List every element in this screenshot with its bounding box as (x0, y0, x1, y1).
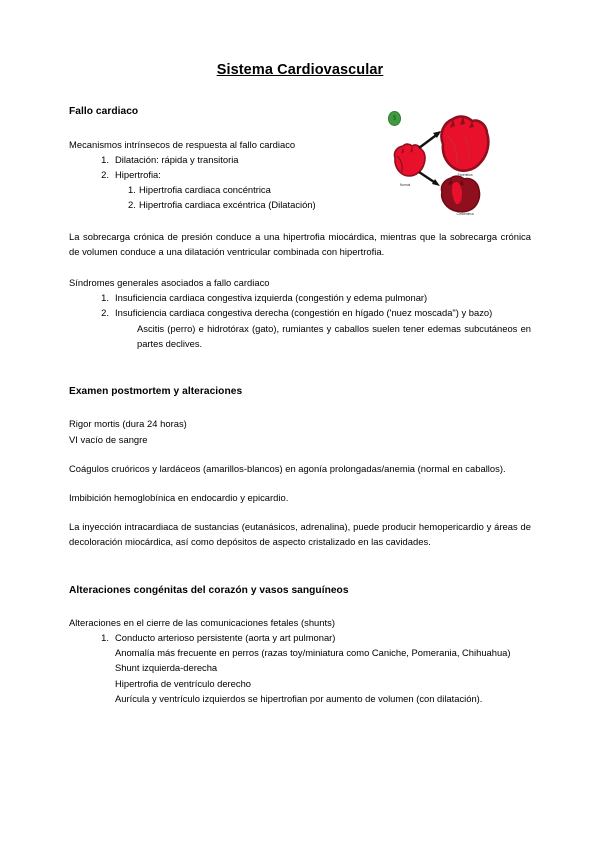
figure-label-normal: Normal (399, 183, 411, 187)
paragraph-imbibicion: Imbibición hemoglobínica en endocardio y epicardio. (69, 491, 289, 503)
paragraph-ascitis-note: Ascitis (perro) e hidrotórax (gato), rumiantes y caballos suelen tener edemas subcutáneos en partes declives. (137, 322, 531, 349)
text-vi-vacio: VI vacío de sangre (69, 433, 148, 445)
figure-label-concentric: Concéntrica (456, 212, 474, 216)
heart-hypertrophy-diagram (383, 106, 495, 218)
heading-fallo-cardiaco: Fallo cardiaco (69, 106, 139, 118)
list-item-label: Hipertrofia cardiaca concéntrica (139, 184, 271, 196)
page-title: Sistema Cardiovascular (216, 62, 384, 78)
paragraph-shunts-intro: Alteraciones en el cierre de las comunicaciones fetales (shunts) (69, 616, 335, 628)
list-item (115, 290, 531, 305)
note-auricula-ventriculo: Aurícula y ventrículo izquierdos se hipertrofian por aumento de volumen (con dilatación). (115, 692, 483, 704)
list-item-label: Hipertrofia: (115, 169, 161, 181)
eccentric-heart-shape (441, 116, 488, 171)
heading-alteraciones-congenitas: Alteraciones congénitas del corazón y vasos sanguíneos (69, 584, 349, 596)
list-sindromes (69, 290, 531, 351)
note-hipertrofia-vd: Hipertrofia de ventrículo derecho (115, 677, 252, 689)
list-item (115, 630, 531, 706)
note-shunt-direccion: Shunt izquierda-derecha (115, 662, 218, 674)
paragraph-sindromes-intro: Síndromes generales asociados a fallo cardiaco (69, 277, 270, 289)
normal-heart-shape (394, 144, 425, 176)
paragraph-sobrecarga: La sobrecarga crónica de presión conduce a una hipertrofia miocárdica, mientras que la sobrecarga crónica de volumen conduce a una dilatación ventricular combinada con hipertrofia. (69, 230, 531, 257)
concentric-heart-shape (441, 176, 479, 212)
list-item-label: Insuficiencia cardiaca congestiva izquierda (congestión y edema pulmonar) (115, 292, 428, 304)
list-item-label: Conducto arterioso persistente (aorta y art pulmonar) (115, 632, 336, 643)
list-item-label: Dilatación: rápida y transitoria (115, 153, 239, 165)
list-item-label: Hipertrofia cardiaca excéntrica (Dilatación) (139, 199, 316, 211)
note-anomalia-frecuente: Anomalía más frecuente en perros (razas toy/miniatura como Caniche, Pomerania, Chihuahua) (115, 647, 511, 659)
list-alteraciones (69, 630, 531, 706)
paragraph-coagulos: Coágulos cruóricos y lardáceos (amarillos-blancos) en agonía prolongadas/anemia (normal en caballos). (69, 462, 506, 474)
arrow-up-icon (419, 131, 441, 148)
figure-label-eccentric: Excéntrica (457, 173, 473, 177)
paragraph-inyeccion-intracardiaca: La inyección intracardiaca de sustancias (eutanásicos, adrenalina), puede producir hemopericardio y áreas de decoloración miocárdica, así como depósitos de aspecto cristalizado en las cavidades. (69, 521, 531, 548)
paragraph-mecanismos-intro: Mecanismos intrínsecos de respuesta al fallo cardiaco (69, 138, 296, 150)
heading-examen-postmortem: Examen postmortem y alteraciones (69, 386, 243, 398)
text-rigor-mortis: Rigor mortis (dura 24 horas) (69, 418, 187, 430)
list-item-label: Insuficiencia cardiaca congestiva derecha (congestión en hígado ('nuez moscada") y bazo) (115, 307, 493, 319)
green-badge-icon (388, 111, 401, 126)
list-item (115, 305, 531, 351)
